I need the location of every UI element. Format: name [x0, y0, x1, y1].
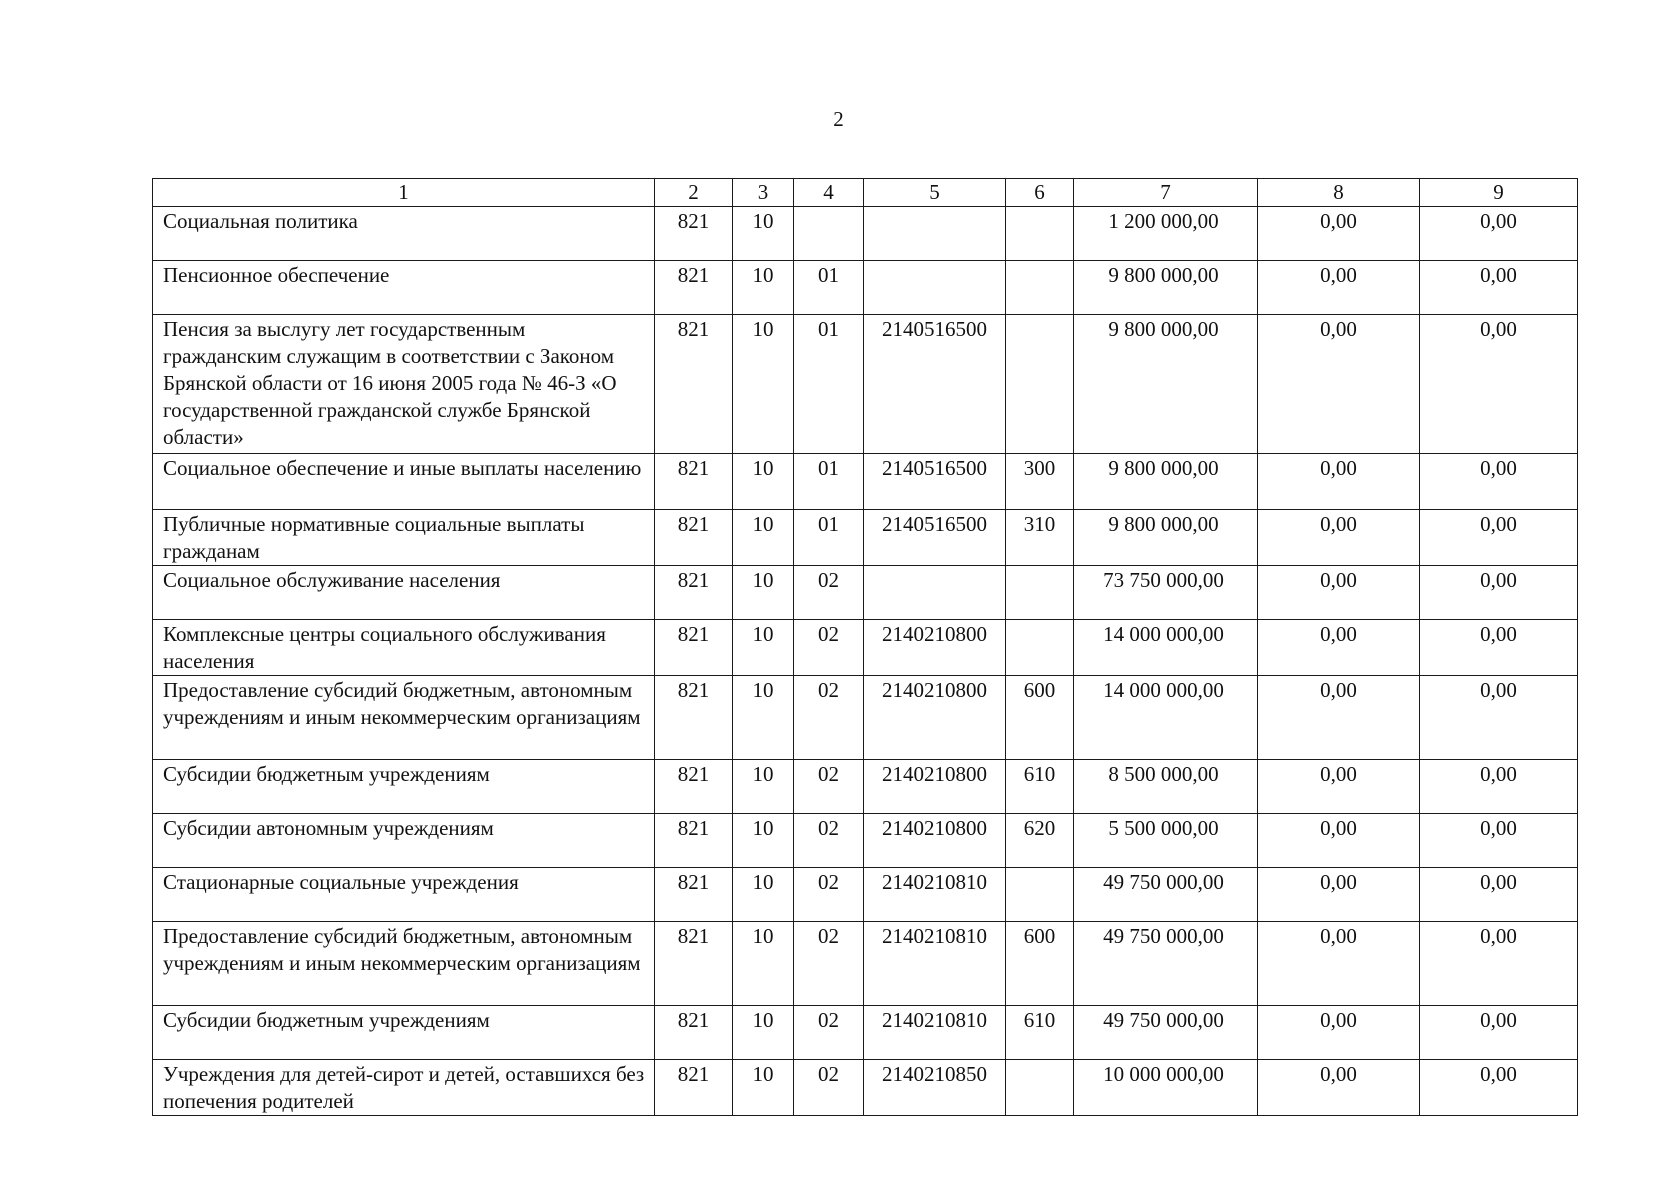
row-name: Субсидии бюджетным учреждениям	[153, 1006, 655, 1060]
cell-c7: 8 500 000,00	[1074, 760, 1258, 814]
cell-c2: 821	[655, 620, 733, 676]
table-row	[153, 1060, 1578, 1116]
cell-c8: 0,00	[1258, 315, 1420, 454]
row-name: Комплексные центры социального обслуживания населения	[153, 620, 655, 676]
row-name: Предоставление субсидий бюджетным, автономным учреждениям и иным некоммерческим организациям	[153, 922, 655, 1006]
cell-c3: 10	[733, 760, 794, 814]
cell-c3: 10	[733, 315, 794, 454]
cell-c2: 821	[655, 315, 733, 454]
cell-c8: 0,00	[1258, 1006, 1420, 1060]
cell-c9: 0,00	[1420, 922, 1578, 1006]
cell-c4: 02	[794, 760, 864, 814]
column-header: 2	[655, 179, 733, 207]
cell-c2: 821	[655, 760, 733, 814]
cell-c4: 02	[794, 566, 864, 620]
cell-c7: 5 500 000,00	[1074, 814, 1258, 868]
table-row	[153, 1006, 1578, 1060]
cell-c5	[864, 261, 1006, 315]
cell-c5	[864, 566, 1006, 620]
cell-c5: 2140516500	[864, 315, 1006, 454]
cell-c5: 2140516500	[864, 510, 1006, 566]
cell-c9: 0,00	[1420, 676, 1578, 760]
cell-c8: 0,00	[1258, 1060, 1420, 1116]
cell-c6	[1006, 566, 1074, 620]
column-header: 3	[733, 179, 794, 207]
cell-c2: 821	[655, 566, 733, 620]
table-row	[153, 814, 1578, 868]
cell-c3: 10	[733, 1006, 794, 1060]
cell-c4	[794, 207, 864, 261]
cell-c3: 10	[733, 676, 794, 760]
cell-c5: 2140210810	[864, 922, 1006, 1006]
row-name: Предоставление субсидий бюджетным, автономным учреждениям и иным некоммерческим организациям	[153, 676, 655, 760]
cell-c6	[1006, 868, 1074, 922]
cell-c4: 02	[794, 676, 864, 760]
cell-c8: 0,00	[1258, 760, 1420, 814]
cell-c7: 14 000 000,00	[1074, 676, 1258, 760]
cell-c6: 300	[1006, 454, 1074, 510]
cell-c3: 10	[733, 1060, 794, 1116]
cell-c6: 600	[1006, 676, 1074, 760]
column-header: 5	[864, 179, 1006, 207]
cell-c8: 0,00	[1258, 454, 1420, 510]
column-header: 7	[1074, 179, 1258, 207]
row-name: Социальное обслуживание населения	[153, 566, 655, 620]
row-name: Социальное обеспечение и иные выплаты населению	[153, 454, 655, 510]
cell-c5: 2140210800	[864, 814, 1006, 868]
cell-c3: 10	[733, 510, 794, 566]
cell-c9: 0,00	[1420, 261, 1578, 315]
cell-c7: 1 200 000,00	[1074, 207, 1258, 261]
cell-c2: 821	[655, 814, 733, 868]
cell-c6	[1006, 315, 1074, 454]
cell-c8: 0,00	[1258, 814, 1420, 868]
cell-c6	[1006, 1060, 1074, 1116]
cell-c8: 0,00	[1258, 510, 1420, 566]
cell-c5: 2140210800	[864, 760, 1006, 814]
cell-c9: 0,00	[1420, 1060, 1578, 1116]
column-header: 1	[153, 179, 655, 207]
cell-c3: 10	[733, 207, 794, 261]
cell-c9: 0,00	[1420, 814, 1578, 868]
cell-c4: 01	[794, 261, 864, 315]
table-row	[153, 454, 1578, 510]
cell-c7: 9 800 000,00	[1074, 261, 1258, 315]
table-row	[153, 620, 1578, 676]
cell-c7: 14 000 000,00	[1074, 620, 1258, 676]
cell-c4: 01	[794, 454, 864, 510]
cell-c2: 821	[655, 454, 733, 510]
cell-c8: 0,00	[1258, 868, 1420, 922]
row-name: Стационарные социальные учреждения	[153, 868, 655, 922]
cell-c6: 610	[1006, 760, 1074, 814]
cell-c7: 49 750 000,00	[1074, 922, 1258, 1006]
cell-c2: 821	[655, 1006, 733, 1060]
row-name: Публичные нормативные социальные выплаты гражданам	[153, 510, 655, 566]
table-row	[153, 566, 1578, 620]
table-row	[153, 510, 1578, 566]
cell-c4: 02	[794, 922, 864, 1006]
cell-c8: 0,00	[1258, 566, 1420, 620]
cell-c5: 2140210850	[864, 1060, 1006, 1116]
table-row	[153, 261, 1578, 315]
cell-c5: 2140516500	[864, 454, 1006, 510]
cell-c6: 600	[1006, 922, 1074, 1006]
cell-c3: 10	[733, 620, 794, 676]
table-header-row	[153, 179, 1578, 207]
cell-c9: 0,00	[1420, 510, 1578, 566]
cell-c3: 10	[733, 868, 794, 922]
table-row	[153, 760, 1578, 814]
cell-c3: 10	[733, 814, 794, 868]
cell-c3: 10	[733, 454, 794, 510]
cell-c2: 821	[655, 868, 733, 922]
column-header: 8	[1258, 179, 1420, 207]
cell-c4: 01	[794, 315, 864, 454]
cell-c6	[1006, 207, 1074, 261]
row-name: Субсидии бюджетным учреждениям	[153, 760, 655, 814]
table-row	[153, 922, 1578, 1006]
cell-c6	[1006, 261, 1074, 315]
column-header: 6	[1006, 179, 1074, 207]
cell-c7: 10 000 000,00	[1074, 1060, 1258, 1116]
cell-c5: 2140210800	[864, 620, 1006, 676]
cell-c4: 02	[794, 1006, 864, 1060]
cell-c4: 02	[794, 868, 864, 922]
row-name: Учреждения для детей-сирот и детей, оставшихся без попечения родителей	[153, 1060, 655, 1116]
cell-c4: 02	[794, 1060, 864, 1116]
cell-c7: 9 800 000,00	[1074, 510, 1258, 566]
cell-c2: 821	[655, 676, 733, 760]
cell-c9: 0,00	[1420, 207, 1578, 261]
cell-c4: 02	[794, 814, 864, 868]
cell-c8: 0,00	[1258, 261, 1420, 315]
cell-c8: 0,00	[1258, 676, 1420, 760]
row-name: Пенсионное обеспечение	[153, 261, 655, 315]
cell-c9: 0,00	[1420, 760, 1578, 814]
cell-c5	[864, 207, 1006, 261]
column-header: 9	[1420, 179, 1578, 207]
cell-c8: 0,00	[1258, 620, 1420, 676]
cell-c8: 0,00	[1258, 207, 1420, 261]
cell-c6	[1006, 620, 1074, 676]
cell-c2: 821	[655, 922, 733, 1006]
cell-c3: 10	[733, 566, 794, 620]
cell-c4: 01	[794, 510, 864, 566]
cell-c9: 0,00	[1420, 620, 1578, 676]
cell-c9: 0,00	[1420, 868, 1578, 922]
cell-c2: 821	[655, 1060, 733, 1116]
table-row	[153, 315, 1578, 454]
table-row	[153, 207, 1578, 261]
cell-c9: 0,00	[1420, 1006, 1578, 1060]
table-row	[153, 676, 1578, 760]
cell-c3: 10	[733, 261, 794, 315]
row-name: Пенсия за выслугу лет государственным гражданским служащим в соответствии с Законом Брянской области от 16 июня 2005 года № 46-З «О государственной гражданской службе Брянской области»	[153, 315, 655, 454]
cell-c7: 9 800 000,00	[1074, 315, 1258, 454]
cell-c5: 2140210800	[864, 676, 1006, 760]
table-row	[153, 868, 1578, 922]
cell-c9: 0,00	[1420, 566, 1578, 620]
cell-c6: 620	[1006, 814, 1074, 868]
cell-c7: 9 800 000,00	[1074, 454, 1258, 510]
cell-c9: 0,00	[1420, 315, 1578, 454]
cell-c9: 0,00	[1420, 454, 1578, 510]
cell-c7: 73 750 000,00	[1074, 566, 1258, 620]
page-number: 2	[833, 107, 844, 131]
cell-c4: 02	[794, 620, 864, 676]
cell-c2: 821	[655, 261, 733, 315]
budget-table	[152, 178, 1578, 1116]
cell-c2: 821	[655, 510, 733, 566]
row-name: Субсидии автономным учреждениям	[153, 814, 655, 868]
column-header: 4	[794, 179, 864, 207]
row-name: Социальная политика	[153, 207, 655, 261]
cell-c8: 0,00	[1258, 922, 1420, 1006]
cell-c6: 610	[1006, 1006, 1074, 1060]
cell-c2: 821	[655, 207, 733, 261]
cell-c5: 2140210810	[864, 1006, 1006, 1060]
cell-c7: 49 750 000,00	[1074, 868, 1258, 922]
cell-c5: 2140210810	[864, 868, 1006, 922]
cell-c6: 310	[1006, 510, 1074, 566]
cell-c7: 49 750 000,00	[1074, 1006, 1258, 1060]
cell-c3: 10	[733, 922, 794, 1006]
